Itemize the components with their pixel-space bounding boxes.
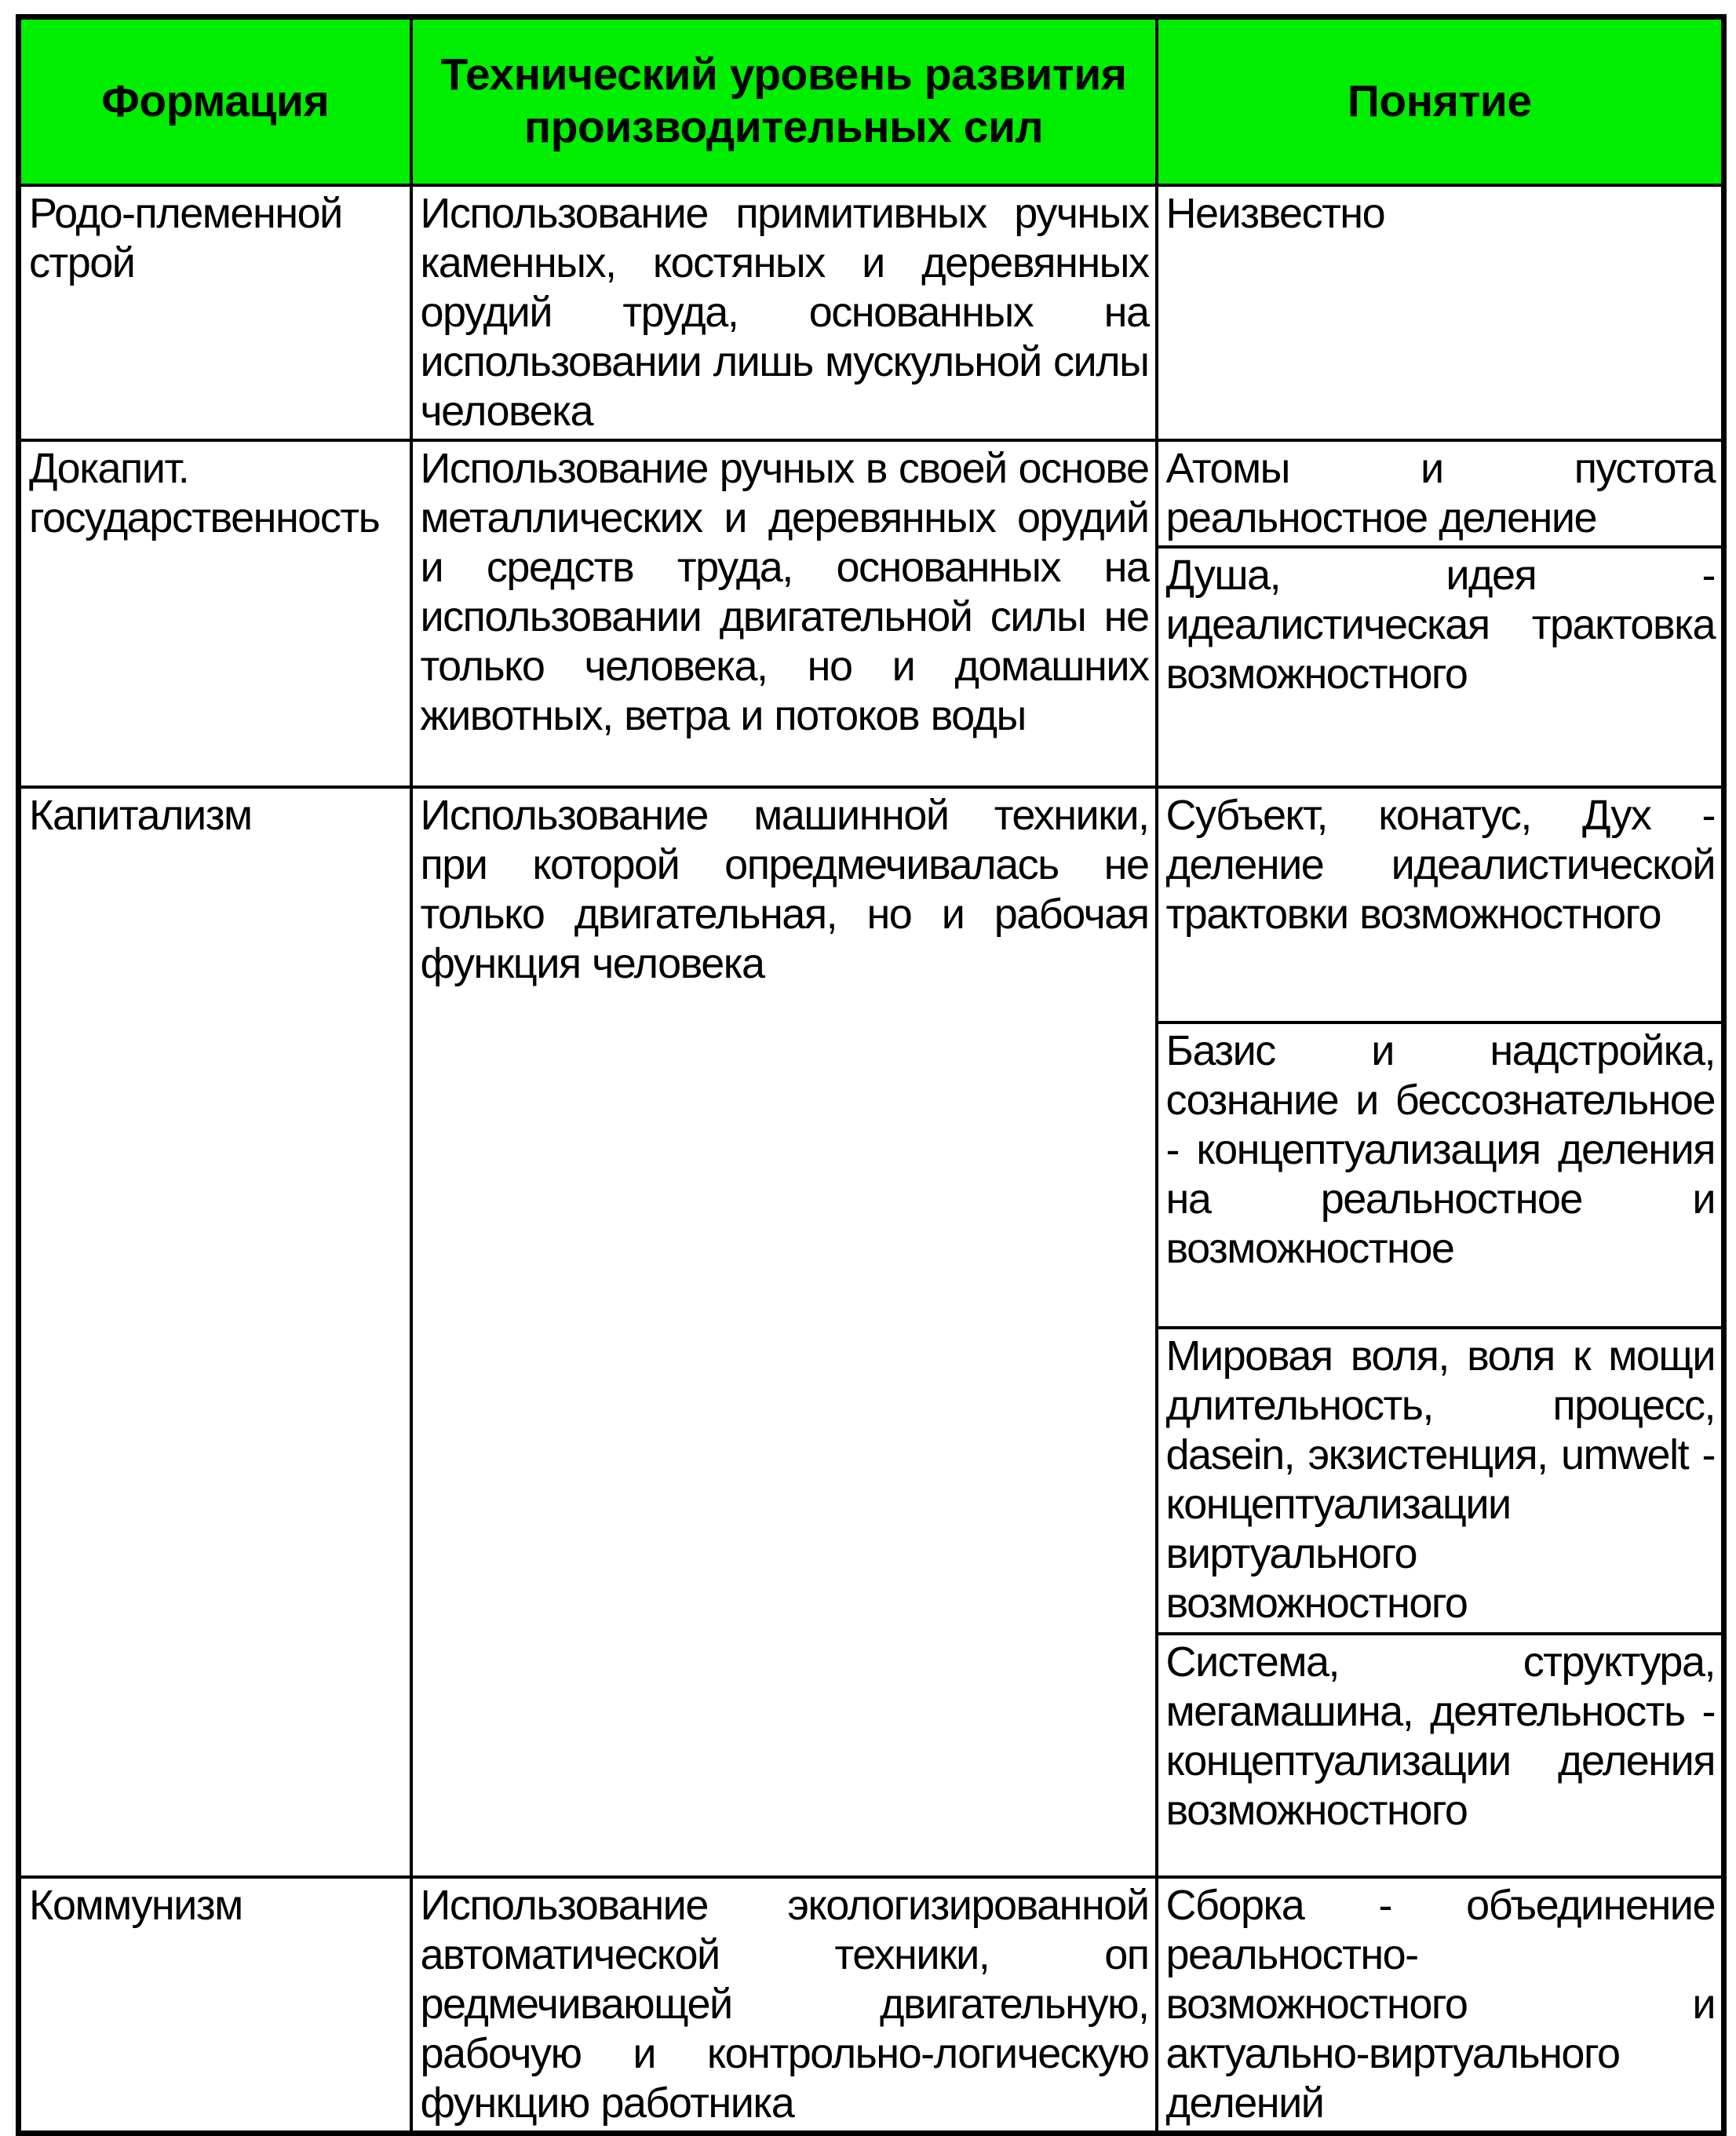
header-cell-tech-level: Технический уровень развития производительных сил [411,17,1157,185]
concept-cell: Атомы и пустота реальностное деление [1157,440,1724,547]
tech-level-cell: Использование ручных в своей основе металлических и деревянных орудий и средств труда, основанных на использовании двигательной силы не только человека, но и домашних животных, ветра и потоков воды [411,440,1157,787]
concept-cell: Базис и надстройка, сознание и бессознательное - концептуализация деления на реальностное и возможностное [1157,1022,1724,1328]
formation-cell: Докапит. государственность [19,440,411,787]
table-row [19,1877,1724,2134]
formation-cell: Капитализм [19,787,411,1877]
tech-level-cell: Использование экологизированной автоматической техники, оп редмечивающей двигательную, рабочую и контрольно-логическую функцию работника [411,1877,1157,2134]
concept-cell: Сборка - объединение реальностно-возможностного и актуально-виртуального делений [1157,1877,1724,2134]
header-cell-formation: Формация [19,17,411,185]
concept-cell: Мировая воля, воля к мощи длительность, процесс, dasein, экзистенция, umwelt - концептуализации виртуального возможностного [1157,1328,1724,1634]
header-cell-concept: Понятие [1157,17,1724,185]
header-row [19,17,1724,185]
concept-cell: Неизвестно [1157,185,1724,440]
formations-concepts-table [16,14,1727,2136]
concept-cell: Система, структура, мегамашина, деятельность - концептуализации деления возможностного [1157,1634,1724,1877]
formation-cell: Родо-племенной строй [19,185,411,440]
tech-level-cell: Использование машинной техники, при которой опредмечивалась не только двигательная, но и рабочая функция человека [411,787,1157,1877]
table-row [19,787,1724,1022]
concept-cell: Субъект, конатус, Дух - деление идеалистической трактовки возможностного [1157,787,1724,1022]
tech-level-cell: Использование примитивных ручных каменных, костяных и деревянных орудий труда, основанных на использовании лишь мускульной силы человека [411,185,1157,440]
table-row [19,440,1724,547]
concept-cell: Душа, идея - идеалистическая трактовка возможностного [1157,547,1724,787]
table-row [19,185,1724,440]
formation-cell: Коммунизм [19,1877,411,2134]
